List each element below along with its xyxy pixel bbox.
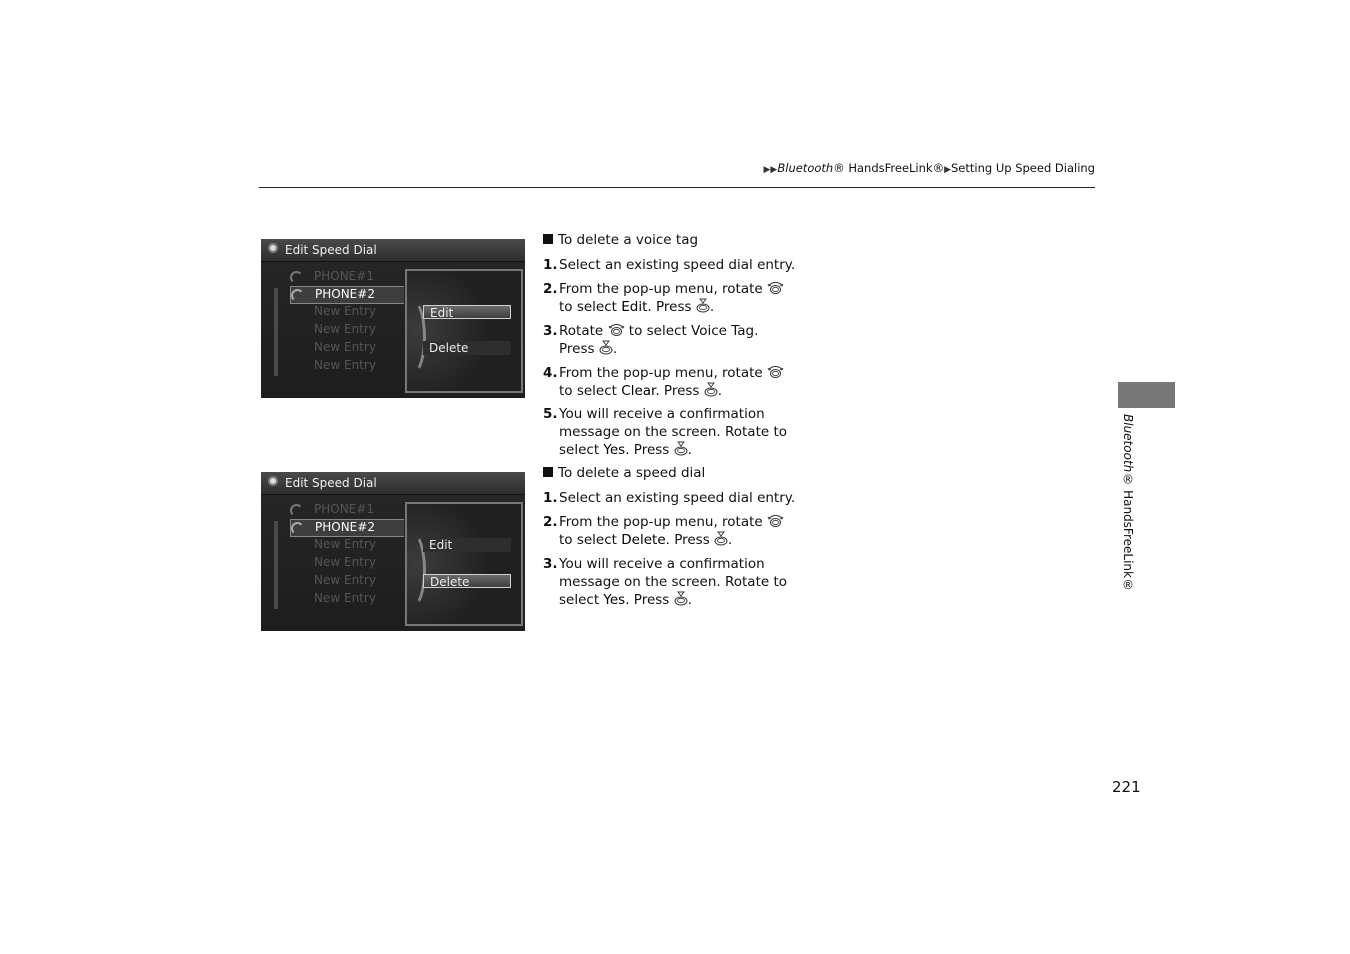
phone-icon	[290, 271, 303, 284]
interface-dial-rotate-icon	[767, 281, 784, 295]
step-number: 5.	[543, 406, 558, 422]
list-item	[290, 591, 420, 607]
section-heading-speed-dial	[543, 465, 705, 481]
list-item	[290, 502, 420, 518]
scrollbar	[273, 287, 279, 377]
list-item-label: PHONE#1	[314, 269, 374, 283]
screen-title: Edit Speed Dial	[285, 476, 377, 490]
interface-dial-rotate-icon	[767, 514, 784, 528]
breadcrumb-part2: ® HandsFreeLink®	[833, 161, 945, 175]
list-item	[290, 358, 420, 374]
list-item-label: New Entry	[314, 537, 376, 551]
list-item-selected	[290, 286, 422, 304]
menu-item-delete: Delete	[423, 574, 511, 588]
step-text: From the pop-up menu, rotate to select Edit. Press .	[559, 280, 799, 316]
list-item-label: PHONE#2	[315, 520, 375, 534]
phone-icon	[291, 289, 304, 302]
scrollbar	[273, 520, 279, 610]
interface-dial-press-icon	[674, 591, 688, 606]
popup-menu	[405, 269, 523, 393]
step-text: You will receive a confirmation message on the screen. Rotate to select Yes. Press .	[559, 556, 788, 608]
screen-edit-speed-dial-1	[261, 239, 525, 398]
heading-text: To delete a voice tag	[558, 232, 699, 248]
popup-menu	[405, 502, 523, 626]
breadcrumb	[764, 161, 1095, 175]
heading-text: To delete a speed dial	[558, 465, 706, 481]
interface-dial-rotate-icon	[767, 365, 784, 379]
screen-title: Edit Speed Dial	[285, 243, 377, 257]
interface-dial-press-icon	[704, 382, 718, 397]
screen-title-bar	[261, 239, 525, 262]
step-text: From the pop-up menu, rotate to select Clear. Press .	[559, 364, 799, 400]
list-item-label: New Entry	[314, 358, 376, 372]
menu-item-edit: Edit	[423, 538, 511, 552]
step-number: 3.	[543, 323, 558, 339]
step-number: 3.	[543, 556, 558, 572]
list-item	[290, 269, 420, 285]
chapter-tab	[1118, 382, 1175, 408]
step-number: 2.	[543, 281, 558, 297]
list-item-label: PHONE#2	[315, 287, 375, 301]
header-divider	[259, 187, 1095, 188]
menu-item-delete: Delete	[423, 341, 511, 355]
section-heading-voice-tag	[543, 232, 698, 248]
chapter-label-italic: Bluetooth	[1121, 414, 1135, 473]
breadcrumb-part1: Bluetooth	[777, 161, 834, 175]
page-number: 221	[1112, 778, 1141, 796]
list-item-label: PHONE#1	[314, 502, 374, 516]
list-item-label: New Entry	[314, 555, 376, 569]
gear-icon	[268, 476, 278, 486]
step-text: You will receive a confirmation message on the screen. Rotate to select Yes. Press .	[559, 406, 788, 458]
interface-dial-press-icon	[714, 531, 728, 546]
menu-item-edit: Edit	[423, 305, 511, 319]
list-item-label: New Entry	[314, 304, 376, 318]
dial-arc	[399, 532, 426, 608]
breadcrumb-part3: Setting Up Speed Dialing	[951, 161, 1095, 175]
list-item-label: New Entry	[314, 322, 376, 336]
step-number: 4.	[543, 365, 558, 381]
arrow-icon: ▶▶	[763, 165, 778, 175]
list-item-label: New Entry	[314, 340, 376, 354]
step-number: 1.	[543, 257, 558, 273]
step-text: Select an existing speed dial entry.	[559, 490, 796, 506]
step-text: From the pop-up menu, rotate to select Delete. Press .	[559, 513, 799, 549]
interface-dial-press-icon	[696, 298, 710, 313]
dial-arc	[399, 299, 426, 375]
step-number: 2.	[543, 514, 558, 530]
interface-dial-press-icon	[674, 441, 688, 456]
square-bullet-icon	[543, 234, 553, 244]
interface-dial-press-icon	[599, 340, 613, 355]
chapter-label-rest: ® HandsFreeLink®	[1121, 472, 1135, 592]
list-item-label: New Entry	[314, 591, 376, 605]
phone-icon	[291, 522, 304, 535]
list-item-selected	[290, 519, 422, 537]
gear-icon	[268, 243, 278, 253]
arrow-icon: ▶	[944, 165, 951, 175]
step-text: Select an existing speed dial entry.	[559, 257, 796, 273]
step-text: Rotate to select Voice Tag. Press .	[559, 323, 759, 357]
screen-edit-speed-dial-2	[261, 472, 525, 631]
step-number: 1.	[543, 490, 558, 506]
list-item-label: New Entry	[314, 573, 376, 587]
interface-dial-rotate-icon	[608, 323, 625, 337]
screen-title-bar	[261, 472, 525, 495]
phone-icon	[290, 504, 303, 517]
chapter-label	[1121, 414, 1135, 592]
square-bullet-icon	[543, 467, 553, 477]
